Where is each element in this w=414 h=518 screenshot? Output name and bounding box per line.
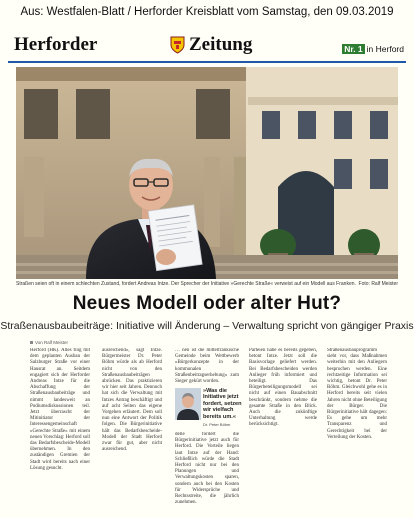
masthead-left: Herforder (14, 34, 98, 55)
column-4-text: Parteien habe es bereits gegeben, betont Intze. Jetzt soll die Basisvorlage geliefert werden. Bei Bedarfsbescheiden werden Anlieger früh informiert und beteiligt. Das Bürgerbeteiligungsmodell sei nicht auf einen Bauabschnitt beschränkt, sondern nehme die gesamte Straße in den Blick. Auch die zukünftige Unterhaltung werde berücksichtigt. (249, 348, 317, 428)
portrait-photo (175, 388, 201, 420)
column-5-text: Straßenausbauprogramm sieht vor, dass Maßnahmen weiterhin mit den Anliegern besprochen werden. Eine rechtzeitige Information sei wichtig, betont Dr. Peter Böhm. Gleichwohl gehe es in Herford bereits seit vielen Jahren nicht ohne Beteiligung der Bürger. Die Bürgerinitiative hält dagegen: Es gehe um mehr Transparenz und Gerechtigkeit bei der Verteilung der Kosten. (327, 348, 387, 440)
building-photo (16, 67, 398, 279)
column-3-lower-text: delle fordert die Bürgerinitiative jetzt auch für Herford. Die Vorteile liegen laut Intze auf der Hand: Schließlich würde die Stadt Herford nicht nur bei den Planungen und Verwaltungskosten sparen, sondern auch bei den Kosten für Widersprüche und Rechtsstreite, die jährlich zunehmen. (175, 432, 239, 506)
column-3-upper-text: … nen ist die mittelfränkische Gemeinde beim Wettbewerb »Bürgerkonzepte in der kommunalen Straßenbeitragserhebung« zum Sieger gekürt worden. (175, 348, 239, 385)
article-column-1 (30, 348, 90, 508)
article-column-5 (327, 348, 387, 508)
masthead-rule (8, 61, 406, 63)
masthead (8, 26, 406, 66)
quote-attribution: Dr. Peter Böhm (203, 422, 231, 427)
author-name: Von Ralf Meister (35, 340, 69, 345)
article-headline: Neues Modell oder alter Hut? (72, 293, 342, 314)
article-subheadline: Straßenausbaubeiträge: Initiative will Änderung – Verwaltung spricht von gängiger Praxis (0, 320, 414, 332)
source-line: Aus: Westfalen-Blatt / Herforder Kreisblatt vom Samstag, den 09.03.2019 (20, 6, 394, 18)
lead-photo (16, 67, 398, 279)
article-column-3-lower (175, 432, 239, 508)
photo-caption (16, 281, 398, 287)
article-column-4 (249, 348, 317, 508)
pull-quote (175, 388, 243, 428)
city-crest-icon (170, 36, 185, 54)
article-column-2 (102, 348, 162, 508)
photo-credit: Foto: Ralf Meister (358, 281, 398, 287)
quote-text: »Was die Initiative jetzt fordert, setzen wir vielfach bereits um.« (203, 388, 242, 420)
quote-portrait (175, 388, 201, 420)
masthead-right: Zeitung (189, 34, 253, 55)
column-2-text: ausreichend«, sagt Intze. Bürgermeister Dr. Peter Böhm würde als ab Herford nicht von den Straßenausbaubeiträgen abrücken. Das praktizieren wir hier seit Jahren. Dennoch hat sich die Verwaltung mit Intzes Antrag beschäftigt und auf acht Seiten das eigene Vorgehen erläutert. Dem soll nun eine Antwort der Politik folgen. Die Bürgerinitiative hält das Bedarfsbescheide-Modell der Stadt Herford zwar für gut, aber nicht ausreichend. (102, 348, 162, 453)
byline-marker-icon (30, 341, 33, 344)
article-byline (30, 340, 68, 345)
photo-caption-text: Straßen seien oft in einem schlechten Zustand, fordert Andreas Intze. Der Sprecher der Initiative »Gerechte Straße« verweist auf ein Modell aus Franken. (16, 281, 356, 287)
edition-place: in Herford (366, 44, 404, 54)
edition-label (342, 44, 404, 54)
column-1-text: Herford (HK). Alles fing mit dem geplanten Ausbau der Salzburger Straße vor einer Hausrat an. Seitdem engagiert sich der Herforder Andreas Intze für die Abschaffung der Straßenausbaubeiträge und nimmt landesweit an Podiumsdiskussionen teil. Jetzt überrascht der Mitinitiator der Interessengemeinschaft »Gerechte Straße« mit einem neuen Vorschlag: Herford soll das Bedarfsbescheide-Modell übernehmen. In den zuständigen Gremien der Stadt wird bereits nach einer Lösung gesucht. (30, 348, 90, 471)
article-column-3-upper (175, 348, 239, 386)
edition-number: Nr. 1 (344, 44, 363, 54)
